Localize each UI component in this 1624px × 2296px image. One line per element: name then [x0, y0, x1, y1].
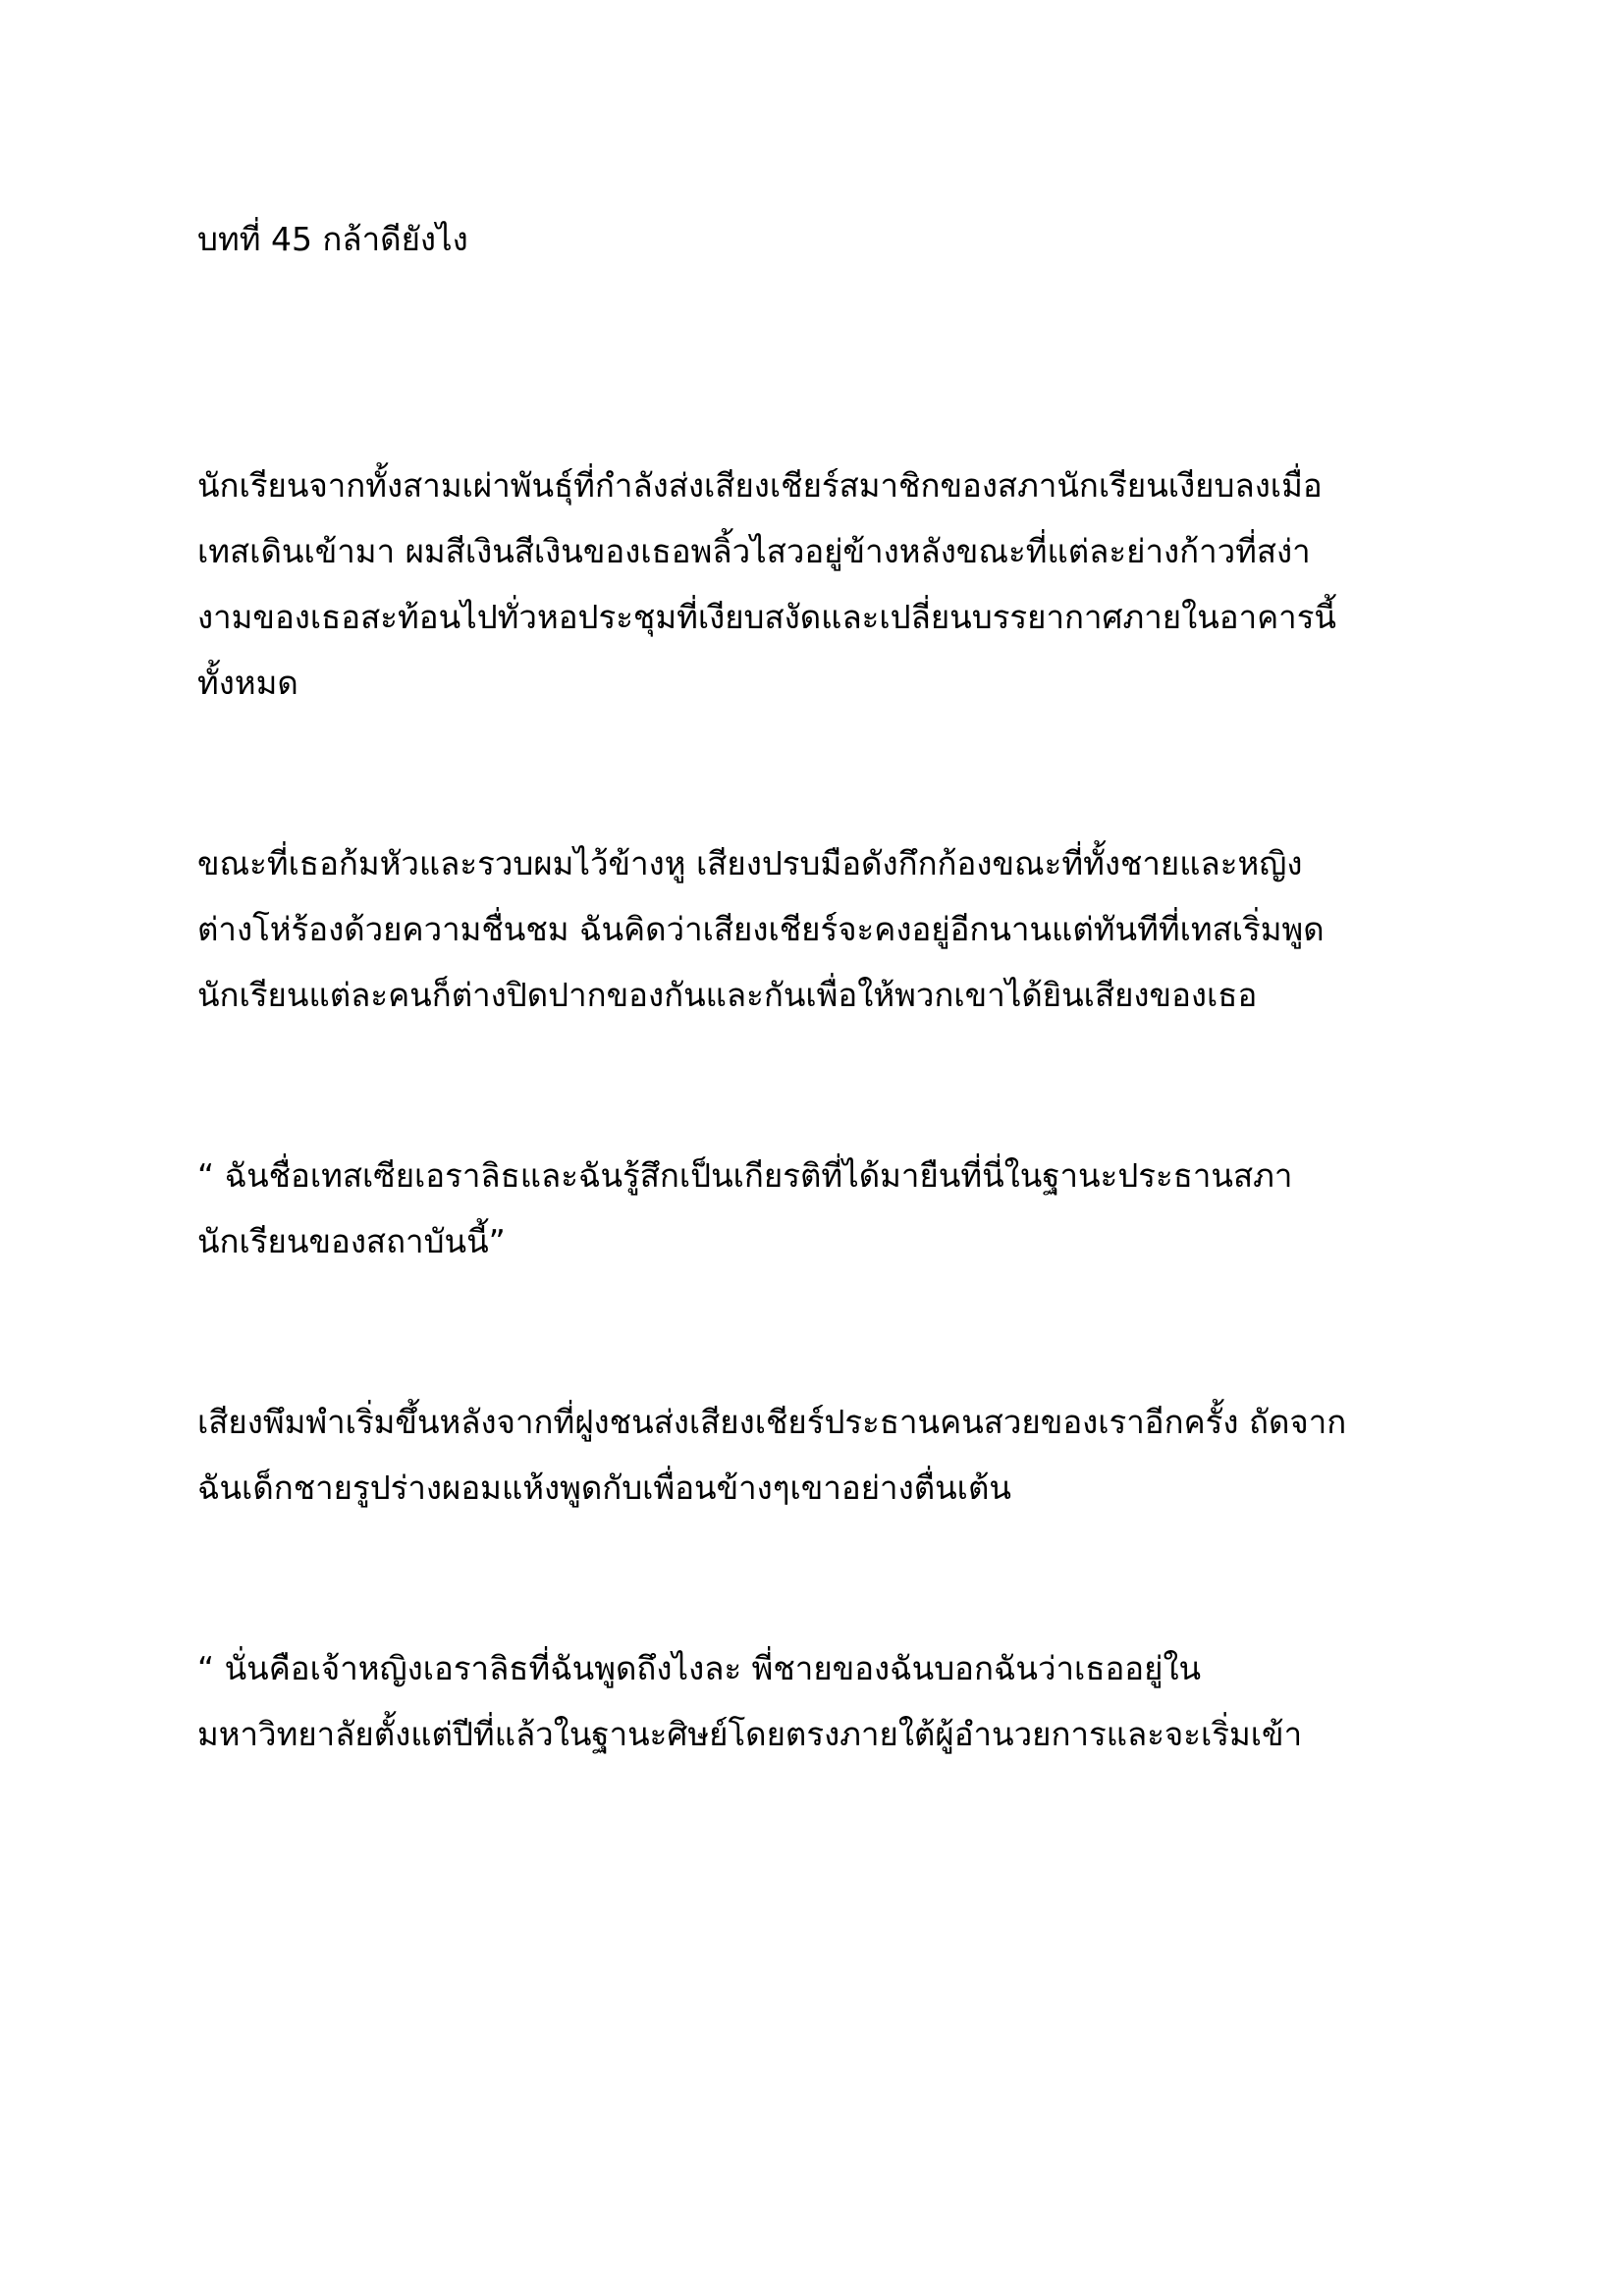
text-line: มหาวิทยาลัยตั้งแต่ปีที่แล้วในฐานะศิษย์โดยตรงภายใต้ผู้อำนวยการและจะเริ่มเข้า	[197, 1715, 1303, 1753]
text-line: ขณะที่เธอก้มหัวและรวบผมไว้ข้างหู เสียงปรบมือดังกึกก้องขณะที่ทั้งชายและหญิง	[197, 844, 1303, 882]
chapter-title: บทที่ 45 กล้าดียังไง	[197, 220, 468, 258]
paragraph	[197, 1635, 1435, 1767]
text-line: “ นั่นคือเจ้าหญิงเอราลิธที่ฉันพูดถึงไงละ พี่ชายของฉันบอกฉันว่าเธออยู่ใน	[197, 1649, 1202, 1687]
text-line: เสียงพึมพำเริ่มขึ้นหลังจากที่ฝูงชนส่งเสียงเชียร์ประธานคนสวยของเราอีกครั้ง ถัดจาก	[197, 1403, 1347, 1441]
text-line: นักเรียนแต่ละคนก็ต่างปิดปากของกันและกันเพื่อให้พวกเขาได้ยินเสียงของเธอ	[197, 976, 1258, 1014]
paragraph	[197, 1143, 1435, 1274]
text-line: นักเรียนจากทั้งสามเผ่าพันธุ์ที่กำลังส่งเสียงเชียร์สมาชิกของสภานักเรียนเงียบลงเมื่อ	[197, 466, 1323, 505]
text-line: ต่างโห่ร้องด้วยความชื่นชม ฉันคิดว่าเสียงเชียร์จะคงอยู่อีกนานแต่ทันทีที่เทสเริ่มพูด	[197, 910, 1325, 948]
paragraph	[197, 1389, 1435, 1521]
text-line: เทสเดินเข้ามา ผมสีเงินสีเงินของเธอพลิ้วไสวอยู่ข้างหลังขณะที่แต่ละย่างก้าวที่สง่า	[197, 532, 1311, 570]
text-line: ฉันเด็กชายรูปร่างผอมแห้งพูดกับเพื่อนข้างๆเขาอย่างตื่นเต้น	[197, 1468, 1011, 1507]
text-line: งามของเธอสะท้อนไปทั่วหอประชุมที่เงียบสงัดและเปลี่ยนบรรยากาศภายในอาคารนี้	[197, 598, 1336, 636]
text-line: นักเรียนของสถาบันนี้”	[197, 1222, 506, 1260]
paragraph	[197, 453, 1435, 716]
paragraph	[197, 830, 1435, 1028]
text-line: ทั้งหมด	[197, 664, 298, 702]
text-line: “ ฉันชื่อเทสเซียเอราลิธและฉันรู้สึกเป็นเกียรติที่ได้มายืนที่นี่ในฐานะประธานสภา	[197, 1156, 1293, 1195]
document-body	[197, 206, 1435, 1882]
